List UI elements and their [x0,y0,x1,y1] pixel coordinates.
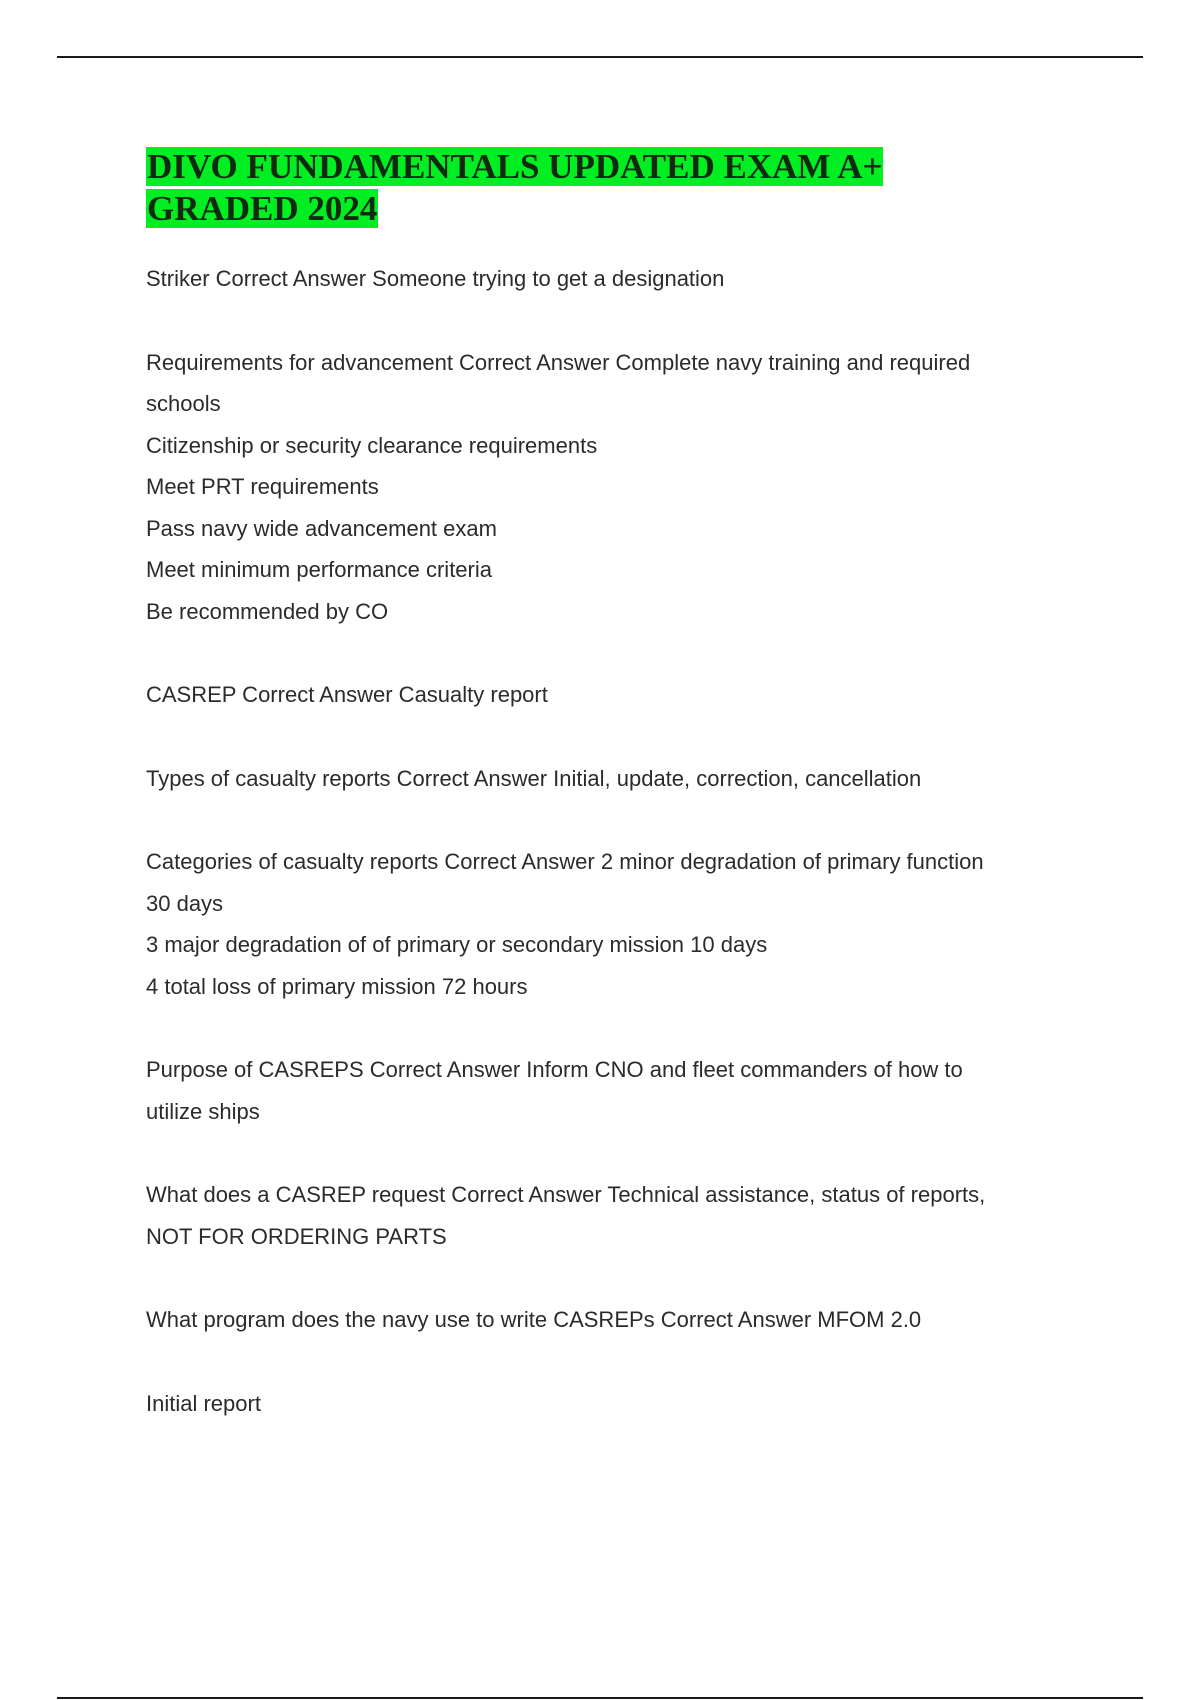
qa-entry [146,1174,1086,1257]
qa-line: Meet minimum performance criteria [146,557,492,582]
qa-list [146,258,1086,1424]
qa-line: Initial report [146,1390,261,1416]
qa-line: Citizenship or security clearance requirements [146,432,598,458]
document-title [146,146,1086,230]
qa-entry [146,1299,1086,1341]
qa-line: 3 major degradation of of primary or secondary mission 10 days [146,932,768,957]
qa-entry [146,841,1086,1007]
qa-line: schools [146,391,221,416]
qa-line: 30 days [146,890,224,916]
qa-line: Pass navy wide advancement exam [146,515,497,541]
qa-line: 4 total loss of primary mission 72 hours [146,973,528,999]
qa-line: CASREP Correct Answer Casualty report [146,682,548,707]
qa-line: What does a CASREP request Correct Answer Technical assistance, status of reports, [146,1182,986,1207]
qa-entry [146,758,1086,800]
qa-line: Striker Correct Answer Someone trying to get a designation [146,266,725,291]
document-body [146,146,1086,1466]
qa-line: NOT FOR ORDERING PARTS [146,1223,447,1249]
qa-line: What program does the navy use to write CASREPs Correct Answer MFOM 2.0 [146,1307,922,1332]
qa-entry [146,1049,1086,1132]
qa-line: utilize ships [146,1098,260,1124]
qa-line: Categories of casualty reports Correct Answer 2 minor degradation of primary function [146,849,984,874]
title-line-2: GRADED 2024 [147,189,378,228]
qa-line: Purpose of CASREPS Correct Answer Inform CNO and fleet commanders of how to [146,1057,963,1082]
qa-entry [146,1383,1086,1425]
footer-rule [57,1697,1143,1699]
qa-line: Meet PRT requirements [146,474,379,499]
qa-line: Types of casualty reports Correct Answer Initial, update, correction, cancellation [146,765,922,791]
header-rule [57,56,1143,58]
qa-entry [146,258,1086,300]
title-line-1: DIVO FUNDAMENTALS UPDATED EXAM A+ [147,147,883,186]
qa-entry [146,342,1086,633]
qa-entry [146,674,1086,716]
qa-line: Requirements for advancement Correct Answer Complete navy training and required [146,349,971,375]
qa-line: Be recommended by CO [146,598,389,624]
